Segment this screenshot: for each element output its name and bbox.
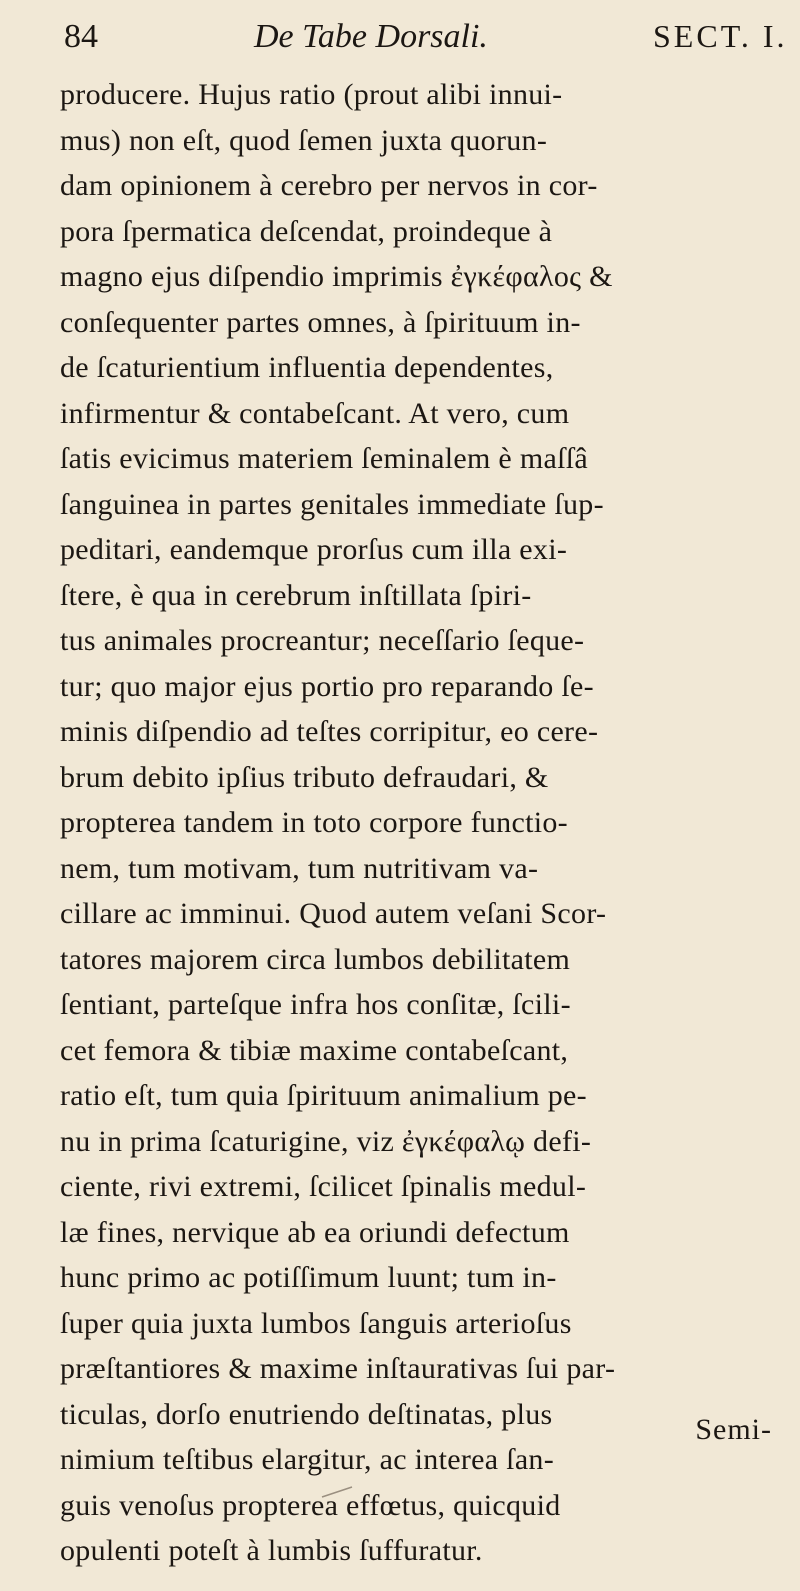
text-line: tatores majorem circa lumbos debilitatem	[60, 942, 571, 976]
text-line: ſentiant, parteſque infra hos conſitæ, ſcili-	[60, 988, 571, 1021]
text-line: nem, tum motivam, tum nutritivam va-	[60, 851, 539, 885]
text-line: de ſcaturientium influentia dependentes,	[60, 351, 554, 384]
section-label: SECT. I.	[653, 18, 788, 54]
text-line: ticulas, dorſo enutriendo deſtinatas, plus	[60, 1397, 553, 1431]
text-line: dam opinionem à cerebro per nervos in cor-	[60, 169, 598, 202]
text-line: mus) non eſt, quod ſemen juxta quorun-	[60, 123, 548, 157]
catchword: Semi-	[695, 1413, 772, 1446]
text-line: ſatis evicimus materiem ſeminalem è maſſâ	[60, 442, 588, 475]
text-line: magno ejus diſpendio imprimis ἐγκέφαλος &	[60, 260, 613, 293]
text-line: ratio eſt, tum quia ſpirituum animalium pe-	[60, 1079, 587, 1112]
text-line: læ fines, nervique ab ea oriundi defectum	[60, 1215, 570, 1249]
text-line: conſequenter partes omnes, à ſpirituum in-	[60, 305, 581, 339]
text-line: guis venoſus propterea effœtus, quicquid	[60, 1488, 561, 1522]
text-line: nimium teſtibus elargitur, ac interea ſan-	[60, 1443, 555, 1476]
text-line: ſtere, è qua in cerebrum inſtillata ſpiri-	[60, 578, 532, 612]
text-line: tur; quo major ejus portio pro reparando ſe-	[60, 669, 594, 703]
text-line: hunc primo ac potiſſimum luunt; tum in-	[60, 1261, 557, 1294]
text-line: propterea tandem in toto corpore functio-	[60, 806, 568, 839]
text-line: præſtantiores & maxime inſtaurativas ſui par-	[60, 1352, 616, 1385]
text-line: minis diſpendio ad teſtes corripitur, eo cere-	[60, 715, 599, 748]
text-line: ciente, rivi extremi, ſcilicet ſpinalis medul-	[60, 1170, 587, 1203]
body-text	[60, 72, 772, 1574]
text-line: brum debito ipſius tributo defraudari, &	[60, 760, 549, 794]
text-line: pora ſpermatica deſcendat, proindeque à	[60, 214, 553, 248]
page-number: 84	[64, 18, 98, 55]
text-line: ſuper quia juxta lumbos ſanguis arterioſus	[60, 1306, 572, 1340]
text-line: infirmentur & contabeſcant. At vero, cum	[60, 396, 570, 430]
text-line: producere. Hujus ratio (prout alibi innui-	[60, 78, 563, 111]
text-line: ſanguinea in partes genitales immediate ſup-	[60, 487, 604, 521]
text-line: cillare ac imminui. Quod autem veſani Scor-	[60, 897, 607, 930]
ink-mark	[320, 1485, 354, 1499]
running-head	[64, 12, 800, 62]
text-line: opulenti poteſt à lumbis ſuffuratur.	[60, 1534, 483, 1567]
text-line: cet femora & tibiæ maxime contabeſcant,	[60, 1033, 569, 1067]
running-title: De Tabe Dorsali.	[254, 18, 488, 55]
text-line: tus animales procreantur; neceſſario ſeque-	[60, 624, 585, 657]
text-line: peditari, eandemque prorſus cum illa exi-	[60, 533, 568, 566]
text-line: nu in prima ſcaturigine, viz ἐγκέφαλῳ defi-	[60, 1124, 592, 1158]
